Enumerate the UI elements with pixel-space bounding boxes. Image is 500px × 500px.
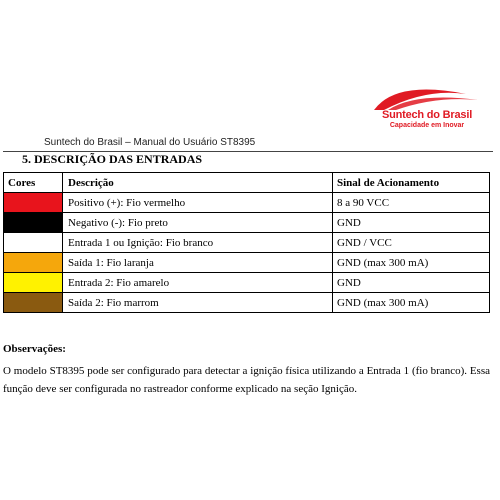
color-swatch <box>4 213 62 232</box>
description-cell: Negativo (-): Fio preto <box>63 213 333 233</box>
signal-cell: GND / VCC <box>333 233 490 253</box>
color-swatch <box>4 193 62 212</box>
header-cores: Cores <box>4 173 63 193</box>
table-row <box>4 273 490 293</box>
signal-cell: GND (max 300 mA) <box>333 253 490 273</box>
document-header: Suntech do Brasil – Manual do Usuário ST8395 <box>44 137 256 148</box>
suntech-logo <box>366 86 486 146</box>
description-cell: Positivo (+): Fio vermelho <box>63 193 333 213</box>
signal-cell: GND <box>333 273 490 293</box>
header-sinal: Sinal de Acionamento <box>333 173 490 193</box>
color-cell <box>4 273 63 293</box>
header-descricao: Descrição <box>63 173 333 193</box>
table-row <box>4 253 490 273</box>
table-row <box>4 193 490 213</box>
color-cell <box>4 193 63 213</box>
description-cell: Entrada 2: Fio amarelo <box>63 273 333 293</box>
color-swatch <box>4 273 62 292</box>
inputs-table <box>3 172 490 313</box>
table-header-row <box>4 173 490 193</box>
description-cell: Saída 1: Fio laranja <box>63 253 333 273</box>
color-swatch <box>4 233 62 252</box>
table-row <box>4 233 490 253</box>
description-cell: Entrada 1 ou Ignição: Fio branco <box>63 233 333 253</box>
table-row <box>4 293 490 313</box>
color-cell <box>4 213 63 233</box>
color-cell <box>4 253 63 273</box>
signal-cell: GND (max 300 mA) <box>333 293 490 313</box>
color-cell <box>4 233 63 253</box>
observations-text: O modelo ST8395 pode ser configurado para detectar a ignição física utilizando a Entrada 1 (fio branco). Essa função deve ser configurada no rastreador conforme explicado na seção Ignição. <box>3 365 490 395</box>
observations-title: Observações: <box>3 343 66 355</box>
color-swatch <box>4 253 62 272</box>
color-cell <box>4 293 63 313</box>
table-row <box>4 213 490 233</box>
signal-cell: GND <box>333 213 490 233</box>
description-cell: Saída 2: Fio marrom <box>63 293 333 313</box>
logo-name: Suntech do Brasil <box>381 109 473 121</box>
section-title: 5. DESCRIÇÃO DAS ENTRADAS <box>22 152 203 166</box>
logo-tagline: Capacidade em Inovar <box>389 122 465 129</box>
color-swatch <box>4 293 62 312</box>
signal-cell: 8 a 90 VCC <box>333 193 490 213</box>
